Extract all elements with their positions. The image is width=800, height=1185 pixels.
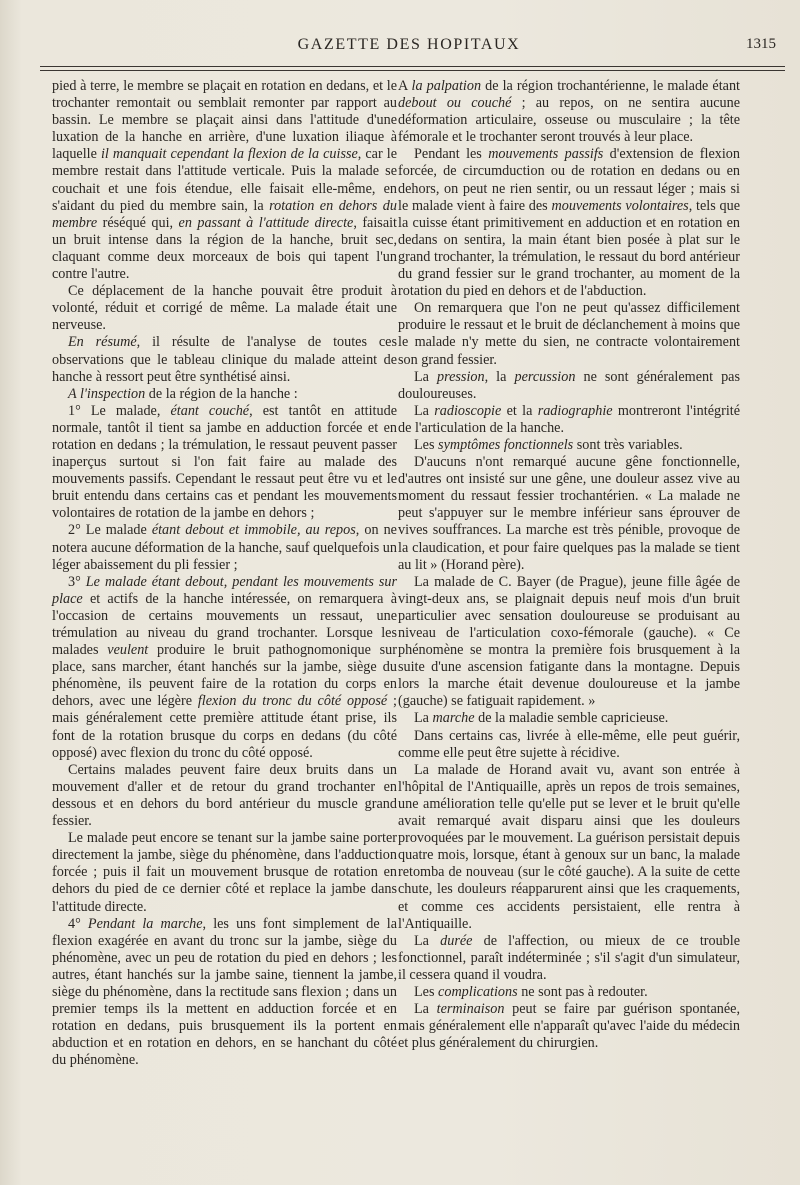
italic-run: percussion [514,368,576,385]
text-run: A [398,78,412,94]
text-run: , faisait un bruit intense dans la région de la hanche, bruit sec, claquant comme deux morceaux de bois qui tapent l'un contre l'autre. [52,214,397,283]
paragraph [398,933,740,984]
text-run: pied à terre, le membre se plaçait en rotation en dedans, et le trochanter remontait ou semblait remonter par rapport au bassin. Le membre se plaçait ainsi dans l'attitude d'une luxation de la hanche en arrière, d'une luxation iliaque à laquelle [52,78,397,163]
text-run: D'aucuns n'ont remarqué aucune gêne fonctionnelle, d'autres ont insisté sur une gêne, une douleur assez vive au moment du ressaut fessier trochantérien. « La malade ne peut s'appuyer sur le membre inférieur sans éprouver de vives souffrances. La marche est très pénible, provoque de la claudication, et pour faire quelques pas la malade se tient au lit » (Horand père). [398,454,740,573]
text-run: , les uns font simplement de la flexion exagérée en avant du tronc sur la jambe, siège du phénomène, avec un peu de rotation du pied en dehors ; les autres, étant hanchés sur la jambe saine, tiennent la jambe, siège du phénomène, dans la rectitude sans flexion ; dans un premier temps ils la mettent en adduction forcée et en rotation en dedans, puis brusquement ils la portent en abduction et en rotation en dehors, en se hanchant du côté du phénomène. [52,915,397,1069]
text-run: et actifs de la hanche intéressée, on remarquera à l'occasion de certains mouvements un ressaut, une trémulation au niveau du grand trochanter. Lorsque les malades [52,590,397,659]
paragraph [398,710,740,727]
paragraph [52,334,397,385]
italic-run: Pendant la marche [87,915,203,932]
text-run: Ce déplacement de la hanche pouvait être produit à volonté, réduit et corrigé de même. La malade était une nerveuse. [52,283,397,334]
italic-run: complications [438,983,518,1000]
text-run: La [414,932,441,949]
text-run: La [414,1001,437,1018]
text-run: de la région trochantérienne, le malade étant [481,78,740,94]
paragraph [52,386,397,403]
paragraph [398,728,740,762]
text-run: Le malade peut encore se tenant sur la jambe saine porter directement la jambe, siège du phénomène, dans l'adduction forcée ; puis il fait un mouvement brusque de rotation en dehors du pied de ce dernier côté et replace la jambe dans l'attitude directe. [52,830,397,915]
text-run: ; mais généralement cette première attitude étant prise, ils font de la rotation brusque du corps en dedans (du côté opposé) avec flexion du tronc du côté opposé. [52,693,397,761]
italic-run: marche [432,710,475,727]
text-run: 2° Le malade [68,522,152,539]
italic-run: radiographie [537,402,613,419]
paragraph [398,762,740,933]
paragraph [398,300,740,368]
text-run: Les [414,983,439,1000]
text-run: La malade de C. Bayer (de Prague), jeune fille âgée de vingt-deux ans, se plaignait depuis neuf mois d'un bruit particulier avec sensation douloureuse se produisant au niveau de l'articulation coxo-fémorale (gauche). « Ce phénomène se montra la première fois brusquement à la suite d'une ascension fatigante dans la montagne. Depuis lors la marche était devenue douloureuse et la jambe (gauche) se fatiguait rapidement. » [398,573,740,710]
italic-run: il manquait cependant la flexion de la cuisse [100,146,358,163]
italic-run: étant debout et immobile, au repos [151,522,356,539]
text-run: La [414,710,433,727]
italic-run: la palpation [411,78,482,94]
text-run: Pendant les [414,146,489,163]
paragraph [398,574,740,711]
italic-run: terminaison [436,1001,505,1018]
italic-run: debout ou couché [398,95,512,112]
page-header [34,36,784,60]
paragraph [52,403,397,523]
text-run: de la maladie semble capricieuse. [474,710,669,727]
paragraph [52,522,397,573]
italic-run: durée [440,932,473,949]
italic-run: en passant à l'attitude directe [178,214,354,231]
left-column [52,78,397,1069]
text-run: , tels que la cuisse étant primitivement en adduction et en rotation en dedans on sentira, la main étant bien posée à plat sur le grand trochanter, la trémulation, le ressaut du bord antérieur du grand fessier sur le grand trochanter, au moment de la rotation du pied en dehors et de l'abduction. [398,197,741,300]
right-column [398,78,740,1052]
text-run: montreront l'intégrité de l'articulation de la hanche. [398,402,741,436]
text-run: , car le membre restait dans l'attitude verticale. Puis la malade se couchait et une fois étendue, elle faisait elle-même, en s'aidant du pied du membre sain, la [52,146,397,214]
text-run: Dans certains cas, livrée à elle-même, elle peut guérir, comme elle peut être sujette à récidive. [398,727,740,761]
paragraph [398,454,740,574]
paragraph [52,283,397,334]
text-run: , on ne notera aucune déformation de la hanche, sauf quelquefois un léger abaissement du pli fessier ; [52,522,397,573]
paragraph [52,830,397,915]
text-run: , la [484,368,515,385]
italic-run: symptômes fonctionnels [438,436,574,453]
text-run: Les [414,436,439,453]
italic-run: A l'inspection [68,385,146,402]
text-run: ; au repos, on ne sentira aucune déformation articulaire, osseuse ou musculaire ; la tête fémorale et le trochanter seront trouvés à leur place. [398,95,740,146]
header-rule-top [40,66,785,67]
text-run: de la région de la hanche : [145,385,298,402]
text-run: , il résulte de l'analyse de toutes ces observations que le tableau clinique du malade atteint de hanche à ressort peut être synthétisé ainsi. [52,334,397,385]
text-run: 3° [68,573,86,590]
italic-run: mouvements passifs [488,146,604,163]
italic-run: radioscopie [434,402,502,419]
italic-run: Le malade étant debout, pendant les mouvements sur place [52,573,397,607]
text-run: On remarquera que l'on ne peut qu'assez difficilement produire le ressaut et le bruit de déclanchement à moins que le malade n'y mette du sien, ne contracte volontairement son grand fessier. [398,300,740,368]
text-run: , est tantôt en attitude normale, tantôt il tient sa jambe en adduction forcée et en rotation en dedans ; la trémulation, le ressaut peuvent passer inaperçus surtout si l'on fait faire au malade des mouvements passifs. Cependant le ressaut peut être vu et le bruit entendu dans certains cas et pendant les mouvements volontaires de rotation de la jambe en dehors ; [52,402,397,522]
text-run: La [414,402,435,419]
paragraph [398,403,740,437]
text-run: ne sont pas à redouter. [517,983,648,1000]
text-run: La [414,368,438,385]
italic-run: flexion du tronc du côté opposé [197,693,388,710]
page-number: 1315 [746,36,776,52]
paragraph [52,762,397,830]
paragraph [52,916,397,1070]
text-run: produire le bruit pathognomonique sur place, sans marcher, étant hanchés sur la jambe, siège du phénomène, ils peuvent faire de la rotation du corps en dehors, avec une légère [52,642,398,710]
text-run: réséqué qui, [97,214,179,231]
journal-title: GAZETTE DES HOPITAUX [297,36,521,53]
italic-run: pression [437,368,485,385]
paragraph [398,369,740,403]
text-run: d'extension de flexion forcée, de circumduction ou de rotation en dedans ou en dehors, on peut ne rien sentir, ou un ressaut léger ; mais si le malade vient à faire des [398,146,740,214]
text-run: 1° Le malade, [68,402,171,419]
text-run: sont très variables. [573,436,683,453]
paragraph [398,146,740,300]
paragraph [398,1001,740,1052]
text-run: ne sont généralement pas douloureuses. [398,368,740,402]
italic-run: En résumé [68,334,137,351]
text-run: Certains malades peuvent faire deux bruits dans un mouvement d'aller et de retour du grand trochanter en dessous et en dehors du bord antérieur du muscle grand fessier. [52,761,397,830]
italic-run: veulent [107,642,149,659]
paragraph [52,574,397,762]
italic-run: mouvements volontaires [551,197,689,214]
paragraph [398,78,740,146]
text-run: de l'affection, ou mieux de ce trouble fonctionnel, paraît indéterminée ; s'il s'agit d'un simulateur, il cessera quand il voudra. [398,932,740,983]
italic-run: étant couché [170,402,250,419]
text-run: 4° [68,915,88,932]
italic-run: rotation en dehors du membre [52,197,397,231]
text-run: La malade de Horand avait vu, avant son entrée à l'hôpital de l'Antiquaille, après un repos de trois semaines, une amélioration telle qu'elle put se lever et le bruit qu'elle avait remarqué avait disparu ainsi que les douleurs provoquées par le mouvement. La guérison persistait depuis quatre mois, lorsque, étant à genoux sur un banc, la malade retomba de nouveau (sur le côté gauche). A la suite de cette chute, les douleurs réapparurent ainsi que les craquements, et comme ces accidents persistaient, elle rentra à l'Antiquaille. [398,761,740,932]
text-run: peut se faire par guérison spontanée, mais généralement elle n'apparaît qu'avec l'aide du médecin et plus généralement du chirurgien. [398,1001,741,1052]
paragraph [398,437,740,454]
paragraph [398,984,740,1001]
paragraph [52,78,397,283]
text-run: et la [501,402,538,419]
header-rule-bottom [40,70,785,71]
